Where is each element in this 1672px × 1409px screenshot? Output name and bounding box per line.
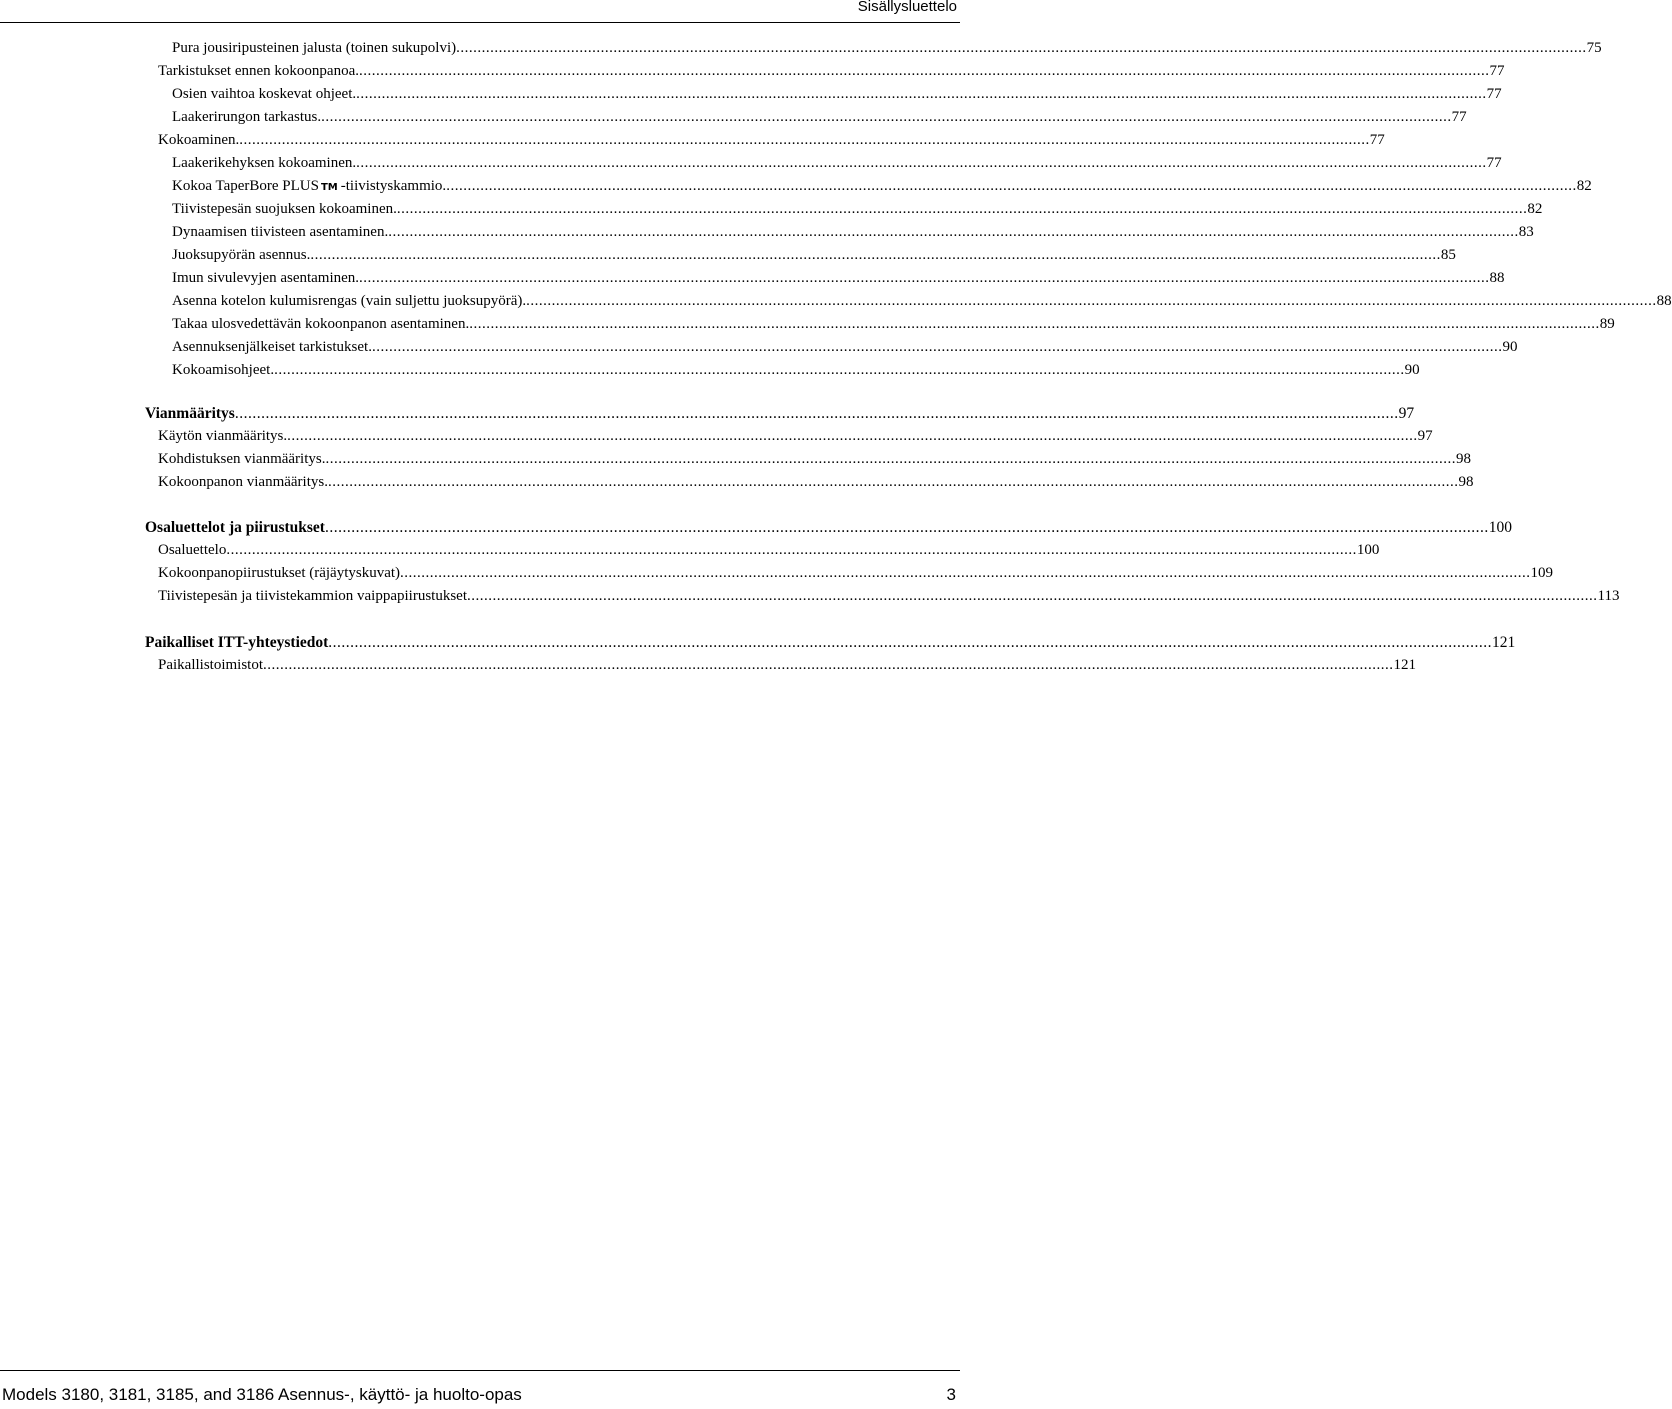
toc-leader: .......................................................................................................................................................................................................................................................................... xyxy=(400,565,1531,581)
toc-leader: .......................................................................................................................................................................................................................................................................... xyxy=(359,270,1490,286)
toc-chapter-label: Paikalliset ITT-yhteystiedot xyxy=(145,634,329,651)
toc-entry-label: Juoksupyörän asennus. xyxy=(172,247,311,263)
toc-entry-page: 77 xyxy=(1369,132,1385,148)
toc-entry-page: 85 xyxy=(1440,247,1456,263)
toc-entry-page: 77 xyxy=(1451,109,1467,125)
toc-entry-page: 88 xyxy=(1489,270,1505,286)
toc-entry[interactable] xyxy=(158,539,1380,562)
toc-entry[interactable] xyxy=(172,152,1502,175)
toc-entry[interactable] xyxy=(172,290,1672,313)
toc-entry-page: 89 xyxy=(1599,316,1615,332)
footer-page-number: 3 xyxy=(946,1385,956,1404)
toc-entry[interactable] xyxy=(172,267,1505,290)
toc-leader: .......................................................................................................................................................................................................................................................................... xyxy=(526,293,1657,309)
toc-entry-label: Laakerikehyksen kokoaminen. xyxy=(172,155,357,171)
toc-leader: .......................................................................................................................................................................................................................................................................... xyxy=(456,40,1587,56)
toc-entry[interactable] xyxy=(158,562,1554,585)
trademark-mark: TM xyxy=(320,182,338,193)
toc-chapter-entry[interactable] xyxy=(145,516,1512,539)
toc-chapter-label: Vianmääritys xyxy=(145,405,235,422)
toc-entry-page: 88 xyxy=(1656,293,1672,309)
toc-leader: .......................................................................................................................................................................................................................................................................... xyxy=(274,362,1405,378)
toc-leader: .......................................................................................................................................................................................................................................................................... xyxy=(371,339,1503,355)
toc-leader: .......................................................................................................................................................................................................................................................................... xyxy=(226,542,1357,558)
toc-entry-label: Kohdistuksen vianmääritys. xyxy=(158,451,326,467)
toc-entry-page: 100 xyxy=(1488,519,1512,536)
toc-entry-page: 75 xyxy=(1586,40,1602,56)
running-header-title: Sisällysluettelo xyxy=(857,0,957,15)
toc-entry-label: Kokoonpanopiirustukset (räjäytyskuvat) xyxy=(158,565,401,581)
header-rule xyxy=(0,22,960,23)
toc-entry-page: 82 xyxy=(1527,201,1543,217)
toc-chapter-entry[interactable] xyxy=(145,631,1516,654)
toc-entry-page: 77 xyxy=(1486,155,1502,171)
toc-entry-label: Kokoaminen. xyxy=(158,132,240,148)
toc-leader: .......................................................................................................................................................................................................................................................................... xyxy=(328,634,1493,651)
toc-leader: .......................................................................................................................................................................................................................................................................... xyxy=(287,428,1418,444)
toc-entry[interactable] xyxy=(172,198,1543,221)
toc-entry-label: Tiivistepesän suojuksen kokoaminen. xyxy=(172,201,397,217)
toc-entry[interactable] xyxy=(158,448,1471,471)
toc-entry-label: Osien vaihtoa koskevat ohjeet. xyxy=(172,86,357,102)
toc-entry[interactable] xyxy=(172,244,1456,267)
toc-leader: .......................................................................................................................................................................................................................................................................... xyxy=(263,657,1394,673)
toc-entry-page: 121 xyxy=(1393,657,1417,673)
toc-entry-label: Laakerirungon tarkastus. xyxy=(172,109,322,125)
toc-entry-label: Pura jousiripusteinen jalusta (toinen sukupolvi) xyxy=(172,40,457,56)
toc-entry-page: 77 xyxy=(1486,86,1502,102)
toc-entry-page: 82 xyxy=(1576,178,1592,194)
toc-entry-label: Kokoa TaperBore PLUS xyxy=(172,178,319,194)
toc-entry[interactable] xyxy=(172,359,1420,382)
toc-entry-label: Osaluettelo xyxy=(158,542,227,558)
toc-entry-page: 109 xyxy=(1530,565,1554,581)
toc-entry-label: Asenna kotelon kulumisrengas (vain suljettu juoksupyörä). xyxy=(172,293,527,309)
toc-entry[interactable] xyxy=(172,313,1615,336)
toc-leader: .......................................................................................................................................................................................................................................................................... xyxy=(321,109,1452,125)
toc-entry[interactable] xyxy=(158,425,1433,448)
toc-entry-label: Kokoamisohjeet. xyxy=(172,362,275,378)
toc-entry-page: 100 xyxy=(1356,542,1380,558)
toc-entry-label: Käytön vianmääritys. xyxy=(158,428,288,444)
toc-entry-label: Asennuksenjälkeiset tarkistukset. xyxy=(172,339,372,355)
toc-leader: .......................................................................................................................................................................................................................................................................... xyxy=(469,316,1600,332)
toc-entry-page: 77 xyxy=(1489,63,1505,79)
toc-entry-label: Kokoonpanon vianmääritys. xyxy=(158,474,328,490)
toc-entry[interactable] xyxy=(158,585,1620,608)
toc-entry[interactable] xyxy=(172,175,1592,198)
toc-entry-page: 121 xyxy=(1492,634,1516,651)
footer-document-title: Models 3180, 3181, 3185, and 3186 Asennus-, käyttö- ja huolto-opas xyxy=(2,1385,522,1404)
toc-entry-page: 98 xyxy=(1458,474,1474,490)
toc-leader: .......................................................................................................................................................................................................................................................................... xyxy=(239,132,1370,148)
toc-leader: .......................................................................................................................................................................................................................................................................... xyxy=(327,474,1459,490)
toc-entry-page: 113 xyxy=(1597,588,1620,604)
toc-leader: .......................................................................................................................................................................................................................................................................... xyxy=(356,86,1487,102)
toc-leader: .......................................................................................................................................................................................................................................................................... xyxy=(446,178,1577,194)
toc-entry-label-suffix: -tiivistyskammio. xyxy=(340,178,447,194)
toc-leader: .......................................................................................................................................................................................................................................................................... xyxy=(356,155,1487,171)
toc-leader: .......................................................................................................................................................................................................................................................................... xyxy=(310,247,1441,263)
toc-entry[interactable] xyxy=(158,654,1417,677)
toc-entry[interactable] xyxy=(172,221,1534,244)
toc-entry-label: Tiivistepesän ja tiivistekammion vaippapiirustukset xyxy=(158,588,468,604)
toc-entry[interactable] xyxy=(158,129,1385,152)
toc-entry[interactable] xyxy=(172,37,1602,60)
toc-leader: .......................................................................................................................................................................................................................................................................... xyxy=(324,519,1489,536)
toc-entry-page: 97 xyxy=(1398,405,1415,422)
toc-leader: .......................................................................................................................................................................................................................................................................... xyxy=(358,63,1490,79)
toc-entry-label: Tarkistukset ennen kokoonpanoa. xyxy=(158,63,359,79)
toc-entry-page: 90 xyxy=(1404,362,1420,378)
toc-entry-page: 97 xyxy=(1417,428,1433,444)
toc-entry-page: 83 xyxy=(1518,224,1534,240)
toc-leader: .......................................................................................................................................................................................................................................................................... xyxy=(234,405,1399,422)
toc-leader: .......................................................................................................................................................................................................................................................................... xyxy=(388,224,1519,240)
toc-entry[interactable] xyxy=(158,60,1505,83)
toc-entry[interactable] xyxy=(172,106,1467,129)
toc-entry-page: 98 xyxy=(1455,451,1471,467)
toc-entry-label: Imun sivulevyjen asentaminen. xyxy=(172,270,360,286)
footer-rule xyxy=(0,1370,960,1371)
toc-entry-page: 90 xyxy=(1502,339,1518,355)
toc-leader: .......................................................................................................................................................................................................................................................................... xyxy=(467,588,1598,604)
toc-chapter-label: Osaluettelot ja piirustukset xyxy=(145,519,325,536)
toc-entry-label: Paikallistoimistot xyxy=(158,657,264,673)
toc-entry[interactable] xyxy=(172,336,1518,359)
toc-leader: .......................................................................................................................................................................................................................................................................... xyxy=(325,451,1456,467)
toc-chapter-entry[interactable] xyxy=(145,402,1415,425)
toc-entry-label: Takaa ulosvedettävän kokoonpanon asentaminen. xyxy=(172,316,470,332)
toc-entry[interactable] xyxy=(158,471,1474,494)
toc-entry[interactable] xyxy=(172,83,1502,106)
toc-leader: .......................................................................................................................................................................................................................................................................... xyxy=(396,201,1528,217)
toc-entry-label: Dynaamisen tiivisteen asentaminen. xyxy=(172,224,389,240)
